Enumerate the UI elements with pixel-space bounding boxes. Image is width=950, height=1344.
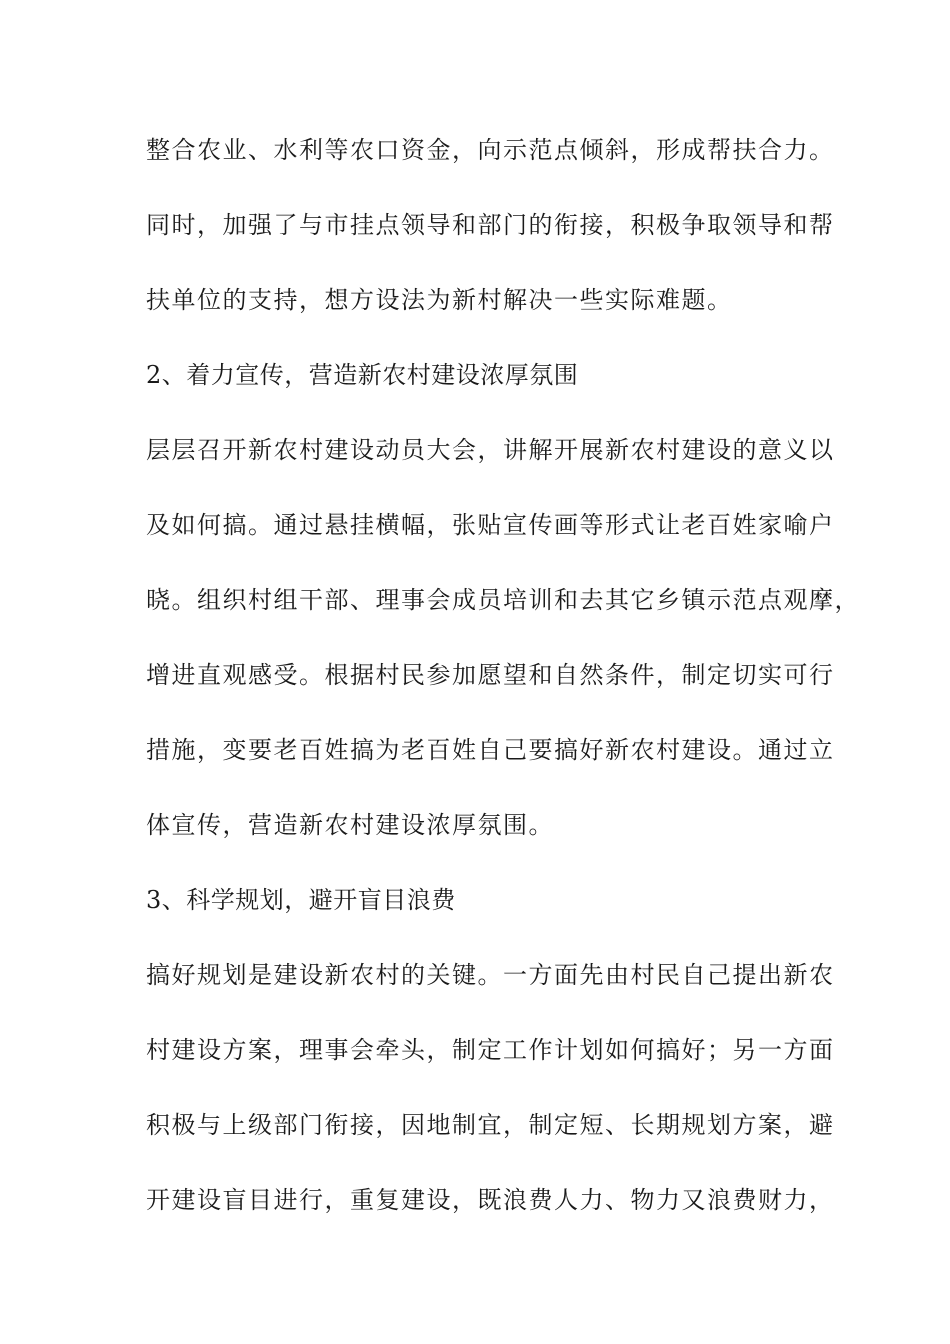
paragraph-line: 措施，变要老百姓搞为老百姓自己要搞好新农村建设。通过立: [146, 736, 835, 764]
section-heading: 3、科学规划，避开盲目浪费: [146, 886, 456, 914]
paragraph-line: 同时，加强了与市挂点领导和部门的衔接，积极争取领导和帮: [146, 211, 835, 239]
paragraph-line: 晓。组织村组干部、理事会成员培训和去其它乡镇示范点观摩，: [146, 586, 860, 614]
section-heading: 2、着力宣传，营造新农村建设浓厚氛围: [146, 361, 579, 389]
document-body: [146, 126, 860, 1251]
paragraph-line: 开建设盲目进行，重复建设，既浪费人力、物力又浪费财力，: [146, 1186, 835, 1214]
paragraph-line: 增进直观感受。根据村民参加愿望和自然条件，制定切实可行: [146, 661, 835, 689]
paragraph-line: 积极与上级部门衔接，因地制宜，制定短、长期规划方案，避: [146, 1111, 835, 1139]
paragraph-line: 体宣传，营造新农村建设浓厚氛围。: [146, 811, 554, 839]
paragraph-line: 及如何搞。通过悬挂横幅，张贴宣传画等形式让老百姓家喻户: [146, 511, 835, 539]
paragraph-line: 搞好规划是建设新农村的关键。一方面先由村民自己提出新农: [146, 961, 835, 989]
paragraph-line: 村建设方案，理事会牵头，制定工作计划如何搞好；另一方面: [146, 1036, 835, 1064]
paragraph-line: 层层召开新农村建设动员大会，讲解开展新农村建设的意义以: [146, 436, 835, 464]
paragraph-line: 扶单位的支持，想方设法为新村解决一些实际难题。: [146, 286, 733, 314]
paragraph-line: 整合农业、水利等农口资金，向示范点倾斜，形成帮扶合力。: [146, 136, 835, 164]
